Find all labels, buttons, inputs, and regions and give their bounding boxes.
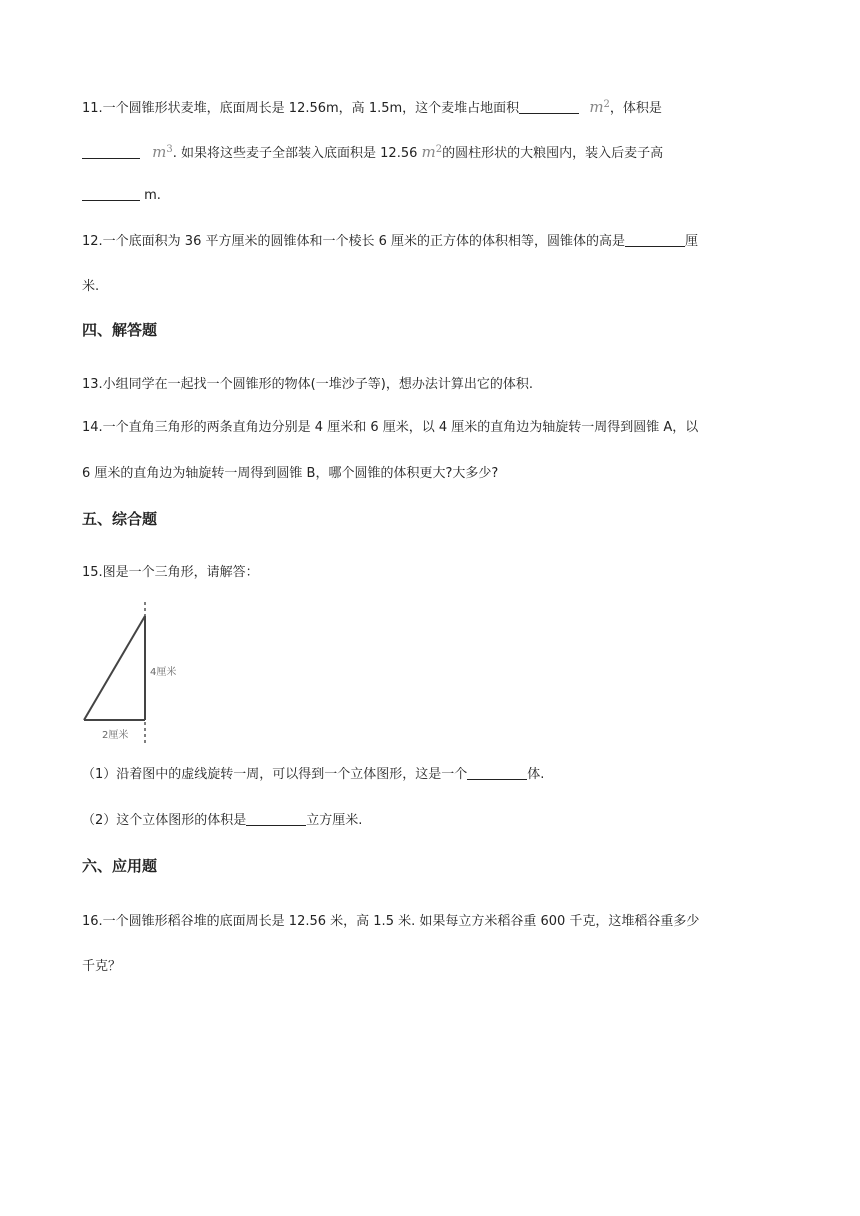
q12-text: 米. xyxy=(82,279,100,294)
q11-line1 xyxy=(82,95,662,119)
q15-sub2-text: （2）这个立体图形的体积是 xyxy=(82,813,247,828)
q15-stem: 15.图是一个三角形，请解答： xyxy=(82,565,259,580)
unit-m2: $m^2$ xyxy=(421,143,443,161)
triangle-figure xyxy=(78,600,198,754)
q15-sub2-end: 立方厘米. xyxy=(306,813,363,828)
label-height: 4厘米 xyxy=(150,667,177,678)
q14-line1: 14.一个直角三角形的两条直角边分别是 4 厘米和 6 厘米，以 4 厘米的直角边为轴旋转一周得到圆锥 A，以 xyxy=(82,420,699,435)
q12-blank xyxy=(625,232,685,247)
triangle-hypotenuse xyxy=(84,616,145,720)
q15-sub1-blank xyxy=(467,765,527,780)
q12-text: 12.一个底面积为 36 平方厘米的圆锥体和一个棱长 6 厘米的正方体的体积相等，圆锥体的高是 xyxy=(82,234,626,249)
q12-line2 xyxy=(82,277,99,297)
q11-text: . 如果将这些麦子全部装入底面积是 12.56 xyxy=(172,146,422,161)
q11-blank-height xyxy=(82,186,140,201)
q11-line3 xyxy=(82,186,161,206)
q13: 13.小组同学在一起找一个圆锥形的物体(一堆沙子等)，想办法计算出它的体积. xyxy=(82,377,533,392)
q15-sub2 xyxy=(82,811,362,831)
q15-sub1 xyxy=(82,765,544,785)
section-heading-4: 四、解答题 xyxy=(82,321,158,339)
q11-text: m. xyxy=(140,188,161,203)
unit-m2: $m^2$ xyxy=(589,98,610,116)
q11-text: 的圆柱形状的大粮囤内，装入后麦子高 xyxy=(442,146,664,161)
q16-line2: 千克？ xyxy=(82,959,122,974)
q11-line2 xyxy=(82,140,663,164)
label-base: 2厘米 xyxy=(102,730,129,741)
q11-text: 11.一个圆锥形状麦堆，底面周长是 12.56m，高 1.5m，这个麦堆占地面积 xyxy=(82,101,520,116)
unit-m3: $m^3$ xyxy=(152,143,173,161)
q12-text-end: 厘 xyxy=(685,234,699,249)
q16-line1: 16.一个圆锥形稻谷堆的底面周长是 12.56 米，高 1.5 米. 如果每立方米稻谷重 600 千克，这堆稻谷重多少 xyxy=(82,914,700,929)
section-heading-6: 六、应用题 xyxy=(82,857,158,875)
section-heading-5: 五、综合题 xyxy=(82,510,158,528)
q15-sub2-blank xyxy=(246,811,306,826)
q14-line2: 6 厘米的直角边为轴旋转一周得到圆锥 B，哪个圆锥的体积更大?大多少? xyxy=(82,466,499,481)
q11-blank-area xyxy=(519,99,579,114)
q15-sub1-text: （1）沿着图中的虚线旋转一周，可以得到一个立体图形，这是一个 xyxy=(82,767,468,782)
q15-sub1-end: 体. xyxy=(527,767,545,782)
q12-line1 xyxy=(82,232,698,252)
triangle-diagram xyxy=(78,600,198,750)
q11-blank-volume xyxy=(82,144,140,159)
q11-text: ，体积是 xyxy=(609,101,662,116)
